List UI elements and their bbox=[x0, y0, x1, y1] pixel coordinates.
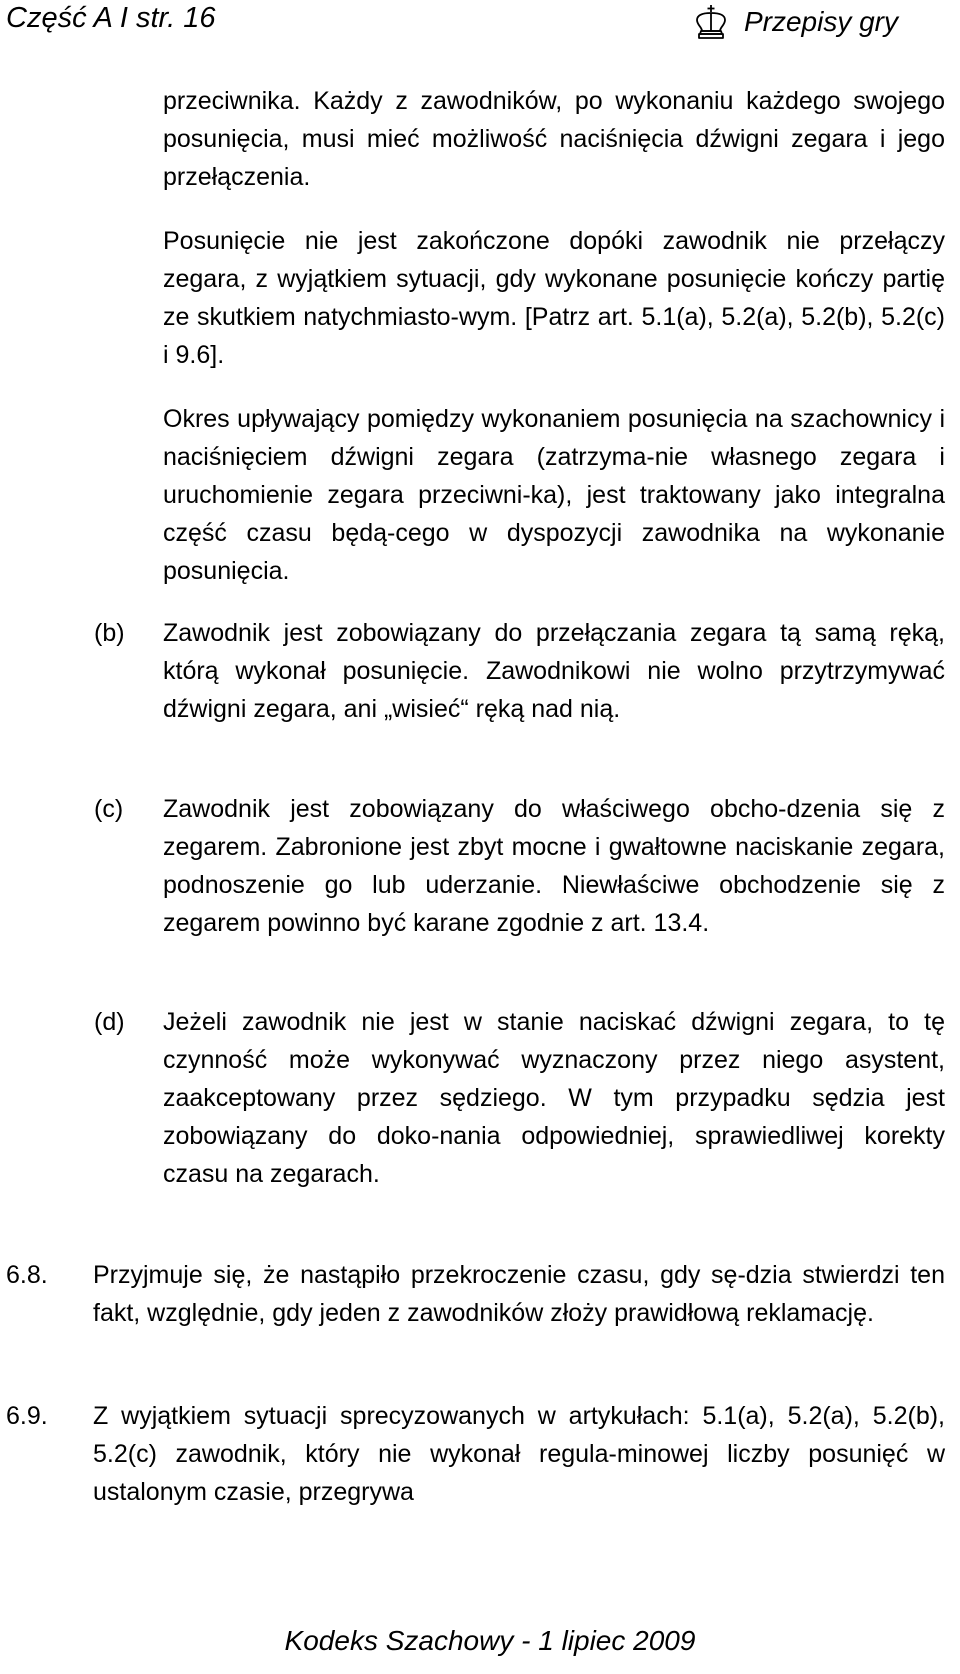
item-text: Jeżeli zawodnik nie jest w stanie naciskać dźwigni zegara, to tę czynność może wykonywać wyznaczony przez niego asystent, zaakceptowany przez sędziego. W tym przypadku sędzia jest zobowiązany do doko-nania odpowiedniej, sprawiedliwej korekty czasu na zegarach. bbox=[163, 1008, 945, 1188]
paragraph-elapsed-time: Okres upływający pomiędzy wykonaniem posunięcia na szachownicy i naciśnięciem dźwigni zegara (zatrzyma-nie własnego zegara i uruchomienie zegara przeciwni-ka), jest traktowany jako integralna część czasu będą-cego w dyspozycji zawodnika na wykonanie posunięcia. bbox=[163, 405, 945, 585]
article-number: 6.8. bbox=[6, 1261, 48, 1289]
article-number: 6.9. bbox=[6, 1402, 48, 1430]
item-label: (b) bbox=[94, 619, 125, 647]
page-header bbox=[0, 0, 960, 40]
header-title: Przepisy gry bbox=[743, 6, 898, 37]
header-section-page: Część A I str. 16 bbox=[6, 2, 216, 34]
item-label: (c) bbox=[94, 795, 124, 823]
paragraph-move-completion: Posunięcie nie jest zakończone dopóki zawodnik nie przełączy zegara, z wyjątkiem sytuacji, gdy wykonane posunięcie kończy partię ze skutkiem natychmiasto-wym. [Patrz art. 5.1(a), 5.2(a), 5.2(b), 5.2(c) i 9.6]. bbox=[163, 227, 945, 369]
item-label: (d) bbox=[94, 1008, 125, 1036]
page-footer: Kodeks Szachowy - 1 lipiec 2009 bbox=[284, 1625, 696, 1656]
paragraph-continuation: przeciwnika. Każdy z zawodników, po wykonaniu każdego swojego posunięcia, musi mieć możliwość naciśnięcia dźwigni zegara i jego przełączenia. bbox=[163, 87, 945, 191]
header-right bbox=[694, 4, 898, 40]
article-text: Z wyjątkiem sytuacji sprecyzowanych w artykułach: 5.1(a), 5.2(a), 5.2(b), 5.2(c) zawodnik, który nie wykonał regula-minowej liczby posunięć w ustalonym czasie, przegrywa bbox=[93, 1402, 945, 1506]
item-text: Zawodnik jest zobowiązany do właściwego obcho-dzenia się z zegarem. Zabronione jest zbyt mocne i gwałtowne naciskanie zegara, podnoszenie go lub uderzanie. Niewłaściwe obchodzenie się z zegarem powinno być karane zgodnie z art. 13.4. bbox=[163, 795, 945, 937]
chess-king-icon bbox=[694, 4, 728, 40]
article-text: Przyjmuje się, że nastąpiło przekroczenie czasu, gdy sę-dzia stwierdzi ten fakt, względnie, gdy jeden z zawodników złoży prawidłową reklamację. bbox=[93, 1261, 945, 1327]
item-text: Zawodnik jest zobowiązany do przełączania zegara tą samą ręką, którą wykonał posunięcie. Zawodnikowi nie wolno przytrzymywać dźwigni zegara, ani „wisieć“ ręką nad nią. bbox=[163, 619, 945, 723]
